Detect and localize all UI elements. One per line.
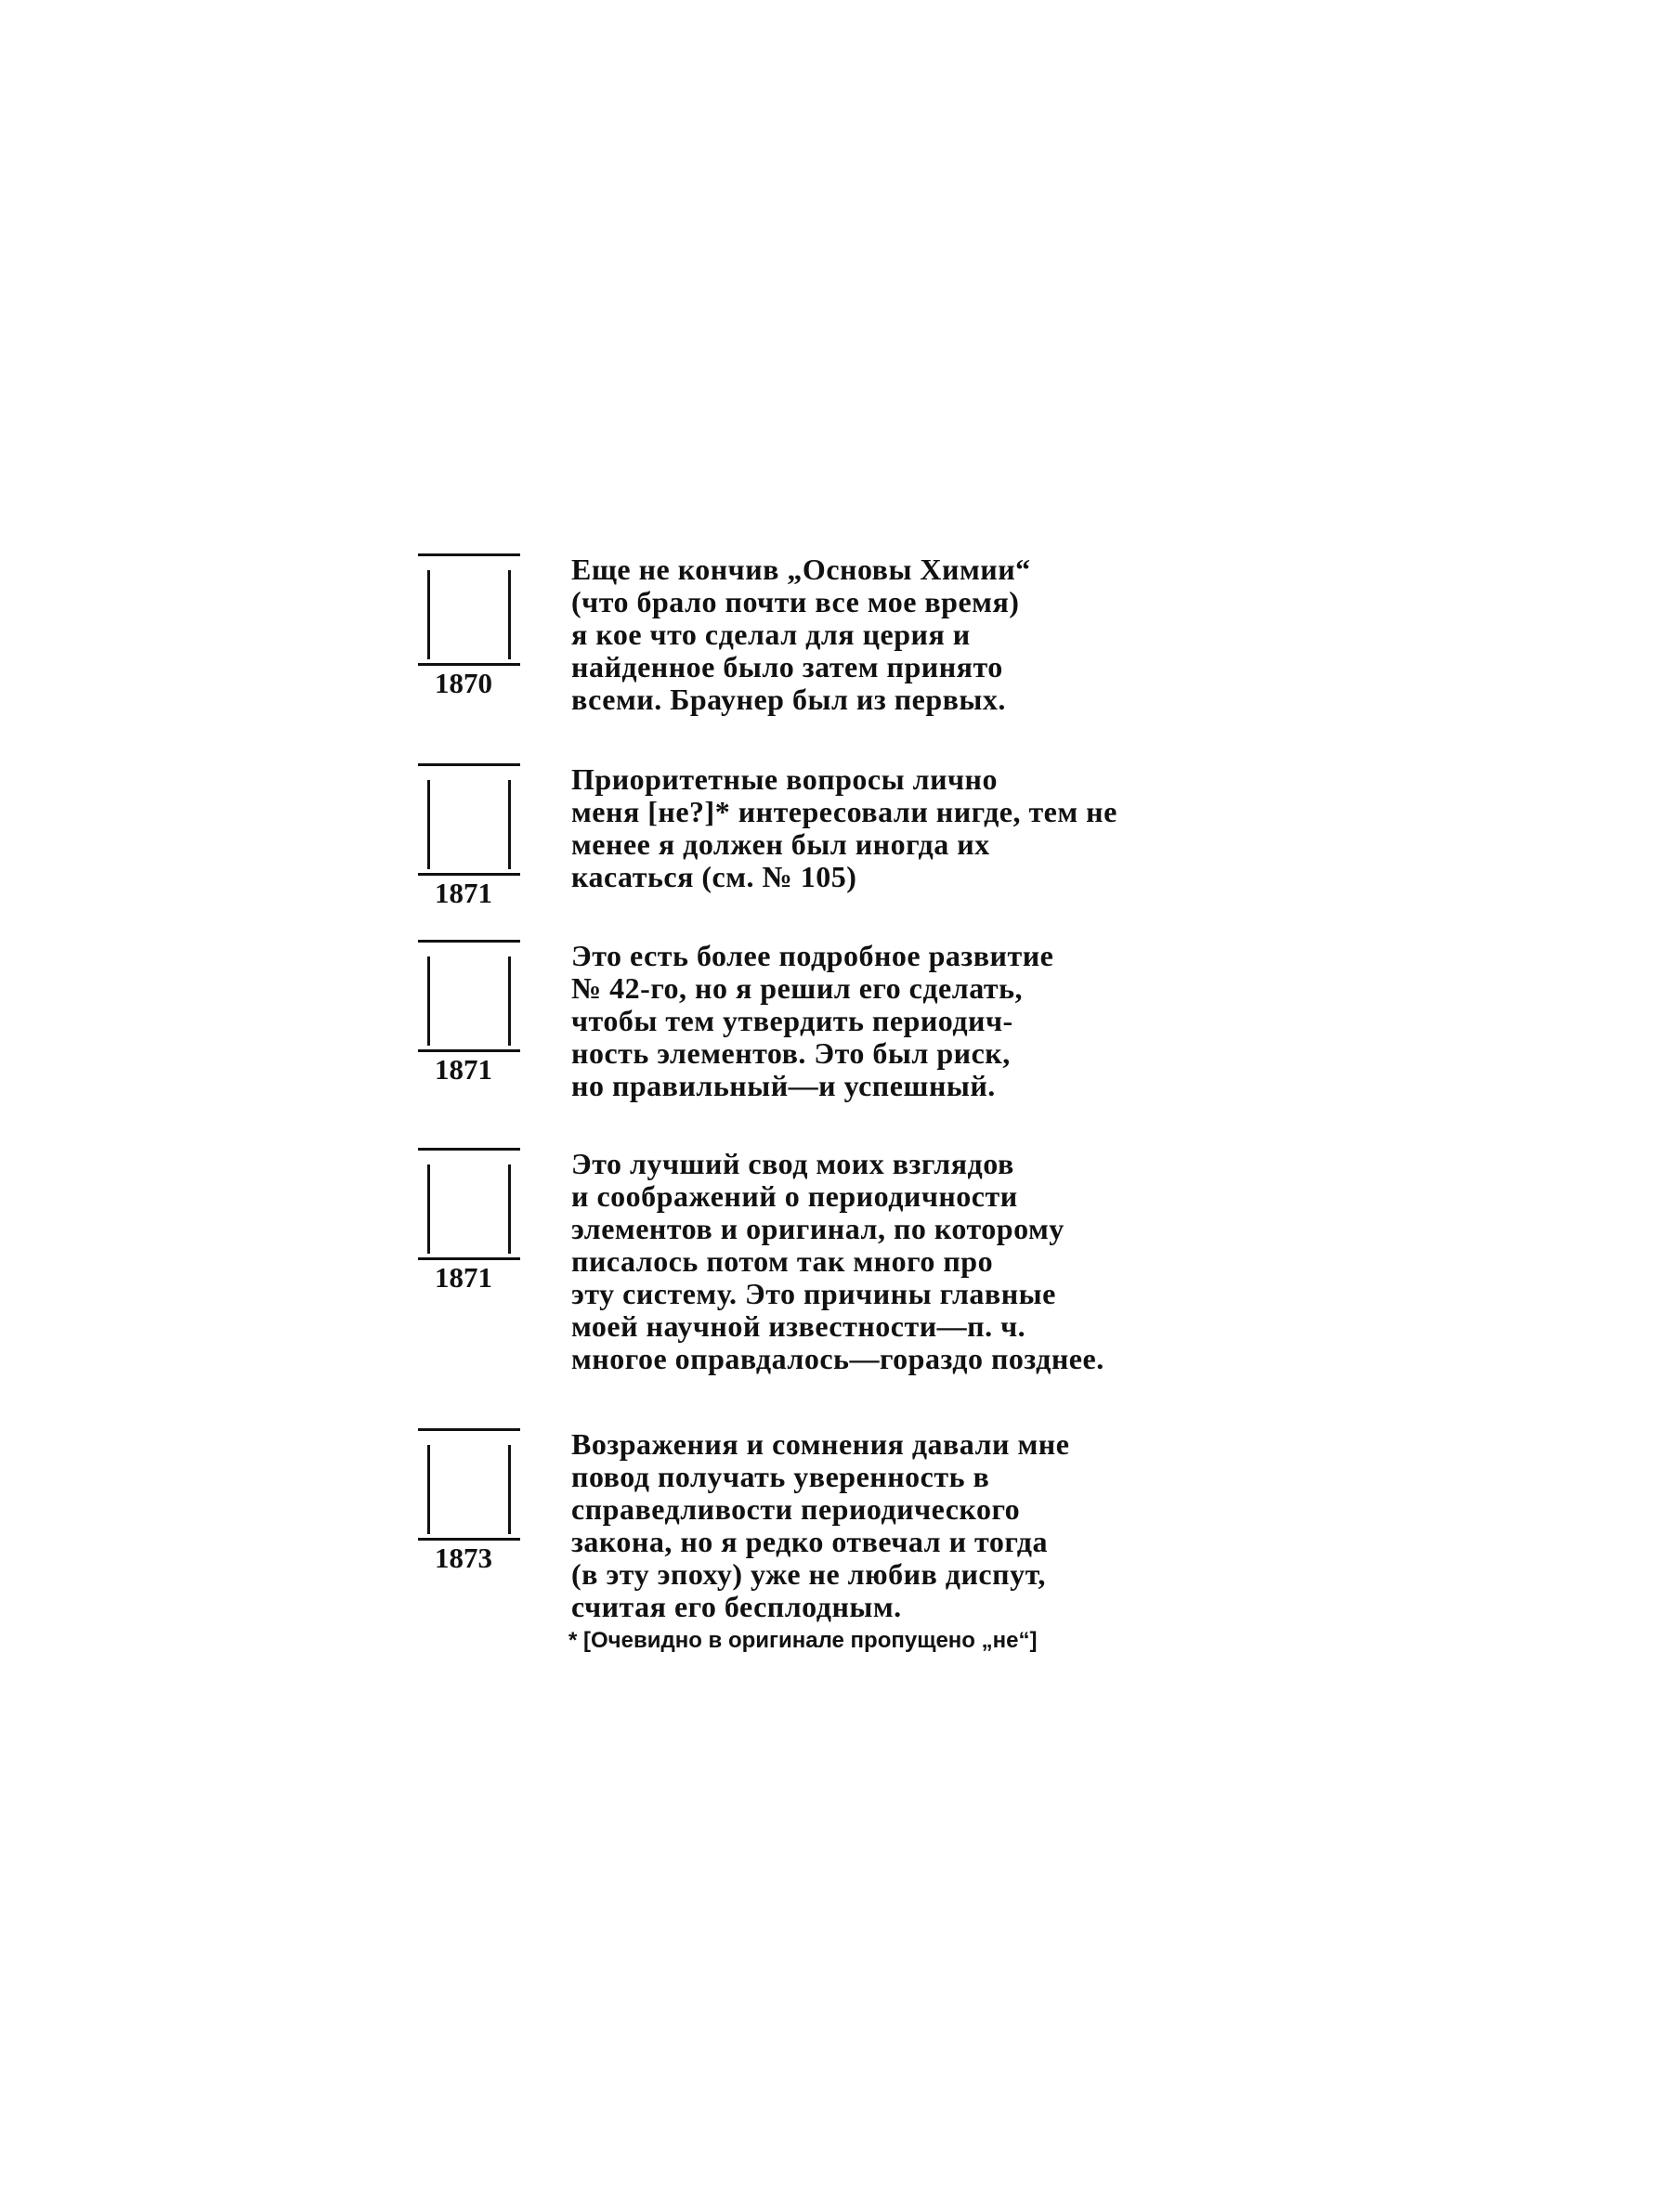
marker-box	[427, 1165, 511, 1254]
text-line: справедливости периодического	[571, 1492, 1021, 1526]
marker-bottom-rule	[418, 1257, 520, 1260]
entry-year: 1871	[435, 1053, 492, 1086]
marker-box	[427, 956, 511, 1046]
entry-year: 1870	[435, 667, 492, 699]
entry-text	[571, 1148, 1240, 1375]
marker-box	[427, 570, 511, 659]
marker-top-rule	[418, 1148, 520, 1151]
text-line: найденное было затем принято	[571, 650, 1003, 683]
text-line: элементов и оригинал, по которому	[571, 1212, 1065, 1245]
text-line: писалось потом так много про	[571, 1244, 994, 1278]
text-line: Это лучший свод моих взглядов	[571, 1147, 1014, 1180]
marker-box	[427, 780, 511, 869]
text-line: моей научной известности—п. ч.	[571, 1309, 1026, 1343]
marker-top-rule	[418, 763, 520, 766]
text-line: Еще не кончив „Основы Химии“	[571, 553, 1031, 586]
text-line: эту систему. Это причины главные	[571, 1277, 1056, 1310]
text-line: ность элементов. Это был риск,	[571, 1036, 1011, 1070]
marker-bottom-rule	[418, 1538, 520, 1541]
entry-text	[571, 940, 1240, 1102]
text-line: Это есть более подробное развитие	[571, 939, 1054, 972]
entry-year: 1871	[435, 1261, 492, 1294]
text-line: менее я должен был иногда их	[571, 827, 990, 861]
text-line: чтобы тем утвердить периодич-	[571, 1004, 1013, 1037]
marker-bottom-rule	[418, 873, 520, 876]
marker-top-rule	[418, 940, 520, 943]
marker-box	[427, 1445, 511, 1534]
text-line: меня [не?]* интересовали нигде, тем не	[571, 795, 1117, 828]
entry-text	[571, 1428, 1240, 1623]
entry-year: 1873	[435, 1542, 492, 1574]
footnote: * [Очевидно в оригинале пропущено „не“]	[568, 1628, 1038, 1653]
text-line: многое оправдалось—гораздо позднее.	[571, 1342, 1104, 1375]
entry-year: 1871	[435, 877, 492, 909]
text-line: но правильный—и успешный.	[571, 1069, 996, 1102]
entry-text	[571, 553, 1240, 716]
entry-text	[571, 763, 1240, 893]
text-line: и соображений о периодичности	[571, 1179, 1018, 1213]
marker-bottom-rule	[418, 1049, 520, 1052]
text-line: (что брало почти все мое время)	[571, 585, 1020, 618]
text-line: я кое что сделал для церия и	[571, 618, 971, 651]
text-line: (в эту эпоху) уже не любив диспут,	[571, 1557, 1046, 1591]
marker-bottom-rule	[418, 663, 520, 666]
text-line: Приоритетные вопросы лично	[571, 762, 998, 796]
marker-top-rule	[418, 553, 520, 556]
text-line: № 42-го, но я решил его сделать,	[571, 971, 1023, 1005]
text-line: считая его бесплодным.	[571, 1590, 902, 1623]
text-line: Возражения и сомнения давали мне	[571, 1427, 1070, 1461]
text-line: всеми. Браунер был из первых.	[571, 683, 1006, 716]
marker-top-rule	[418, 1428, 520, 1431]
text-line: повод получать уверенность в	[571, 1460, 990, 1493]
text-line: закона, но я редко отвечал и тогда	[571, 1525, 1048, 1558]
text-line: касаться (см. № 105)	[571, 860, 857, 893]
